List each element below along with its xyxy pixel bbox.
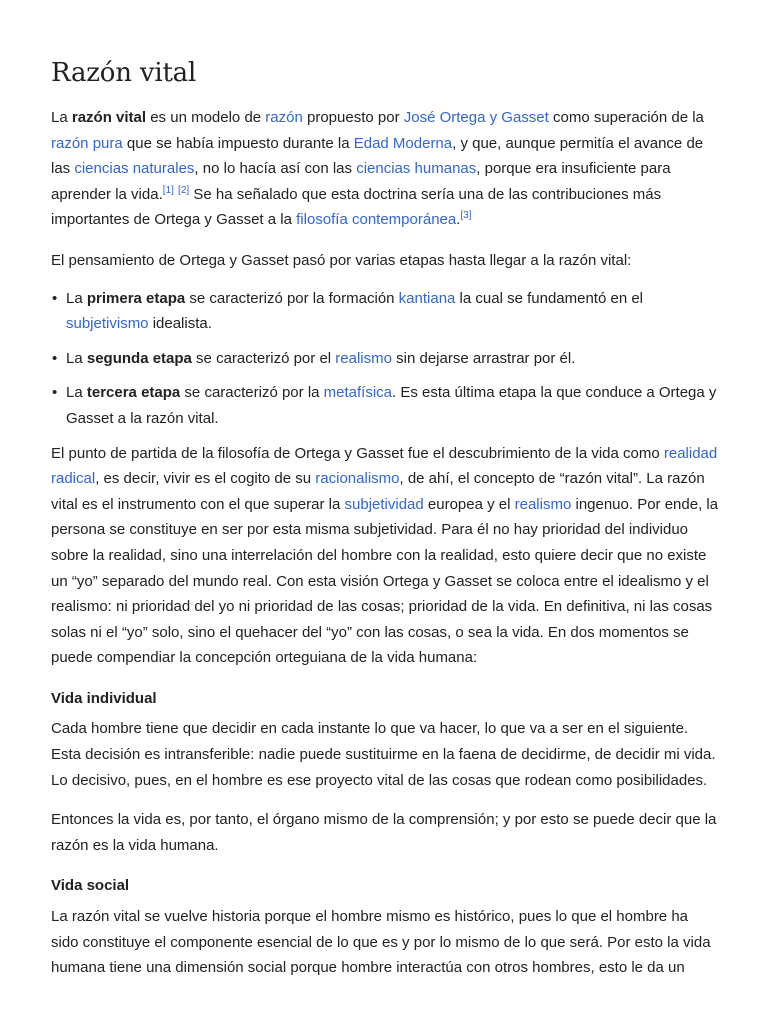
term-bold: primera etapa (86, 289, 186, 307)
text: , y que, aunque permitía el avance de las (51, 134, 704, 178)
text: El punto de partida de la filosofía de Ortega y Gasset fue el descubrimiento de la vida como (51, 444, 664, 462)
text: . (456, 211, 461, 229)
text: . Es esta última etapa la que conduce a Ortega y Gasset a la razón vital. (66, 384, 717, 427)
text: propuesto por (302, 109, 404, 126)
reference-1[interactable]: [1] (162, 184, 174, 196)
link-razon[interactable]: razón (265, 109, 303, 126)
heading-vida-social: Vida social (51, 877, 130, 895)
intro-paragraph (51, 105, 719, 233)
heading-vida-individual: Vida individual (51, 689, 157, 707)
page-title: Razón vital (51, 58, 197, 88)
text: es un modelo de (146, 109, 266, 126)
text: La (66, 289, 87, 307)
bullet-icon: • (52, 349, 58, 367)
link-racionalismo[interactable]: racionalismo (315, 470, 400, 488)
article (51, 0, 719, 995)
link-edad-moderna[interactable]: Edad Moderna (353, 134, 453, 152)
link-subjetividad[interactable]: subjetividad (344, 495, 424, 513)
link-razon-pura[interactable]: razón pura (51, 134, 123, 152)
link-kantiana[interactable]: kantiana (398, 289, 456, 307)
text: , no lo hacía así con las (194, 160, 357, 178)
term-bold: segunda etapa (86, 349, 192, 367)
text: se caracterizó por la formación (185, 289, 399, 307)
text: como superación de la (548, 109, 704, 126)
link-realismo-2[interactable]: realismo (514, 495, 572, 513)
link-realismo[interactable]: realismo (335, 349, 392, 367)
link-metafisica[interactable]: metafísica (323, 384, 393, 402)
text: ingenuo. Por ende, la persona se constituye en ser por esta misma subjetividad. Para él no hay prioridad del individuo sobre la realidad, sino una interrelación del hombre con la realidad, esto quiere decir que no existe un “yo” separado del mundo real. Con esta visión Ortega y Gasset se coloca entre el idealismo y el realismo: ni prioridad del yo ni prioridad de las cosas; prioridad de la vida. En definitiva, ni las cosas solas ni el “yo” solo, sino el quehacer del “yo” con las cosas, o sea la vida. En dos momentos se puede compendiar la concepción orteguiana de la vida humana: (51, 495, 719, 667)
bullet-icon: • (52, 384, 58, 402)
stages-list (51, 286, 719, 432)
text: la cual se fundamentó en el (455, 289, 644, 307)
bullet-icon: • (52, 289, 58, 307)
text: , es decir, vivir es el cogito de su (95, 470, 316, 488)
text: La (51, 109, 72, 126)
text: idealista. (148, 315, 212, 333)
text: La (66, 349, 87, 367)
text: se caracterizó por la (180, 384, 324, 402)
text: se caracterizó por el (191, 349, 336, 367)
reference-3[interactable]: [3] (460, 210, 472, 222)
text: , de ahí, el concepto de “razón vital”. La razón vital es el instrumento con el que superar la (51, 470, 705, 513)
text: que se había impuesto durante la (122, 134, 354, 152)
term-bold: razón vital (71, 109, 147, 126)
text: Se ha señalado que esta doctrina sería una de las contribuciones más importantes de Ortega y Gasset a la (51, 185, 662, 229)
punto-paragraph (51, 441, 719, 671)
text: , porque era insuficiente para aprender la vida. (51, 160, 671, 203)
stages-intro: El pensamiento de Ortega y Gasset pasó por varias etapas hasta llegar a la razón vital: (51, 251, 632, 269)
vida-individual-paragraph-2: Entonces la vida es, por tanto, el órgano mismo de la comprensión; y por esto se puede decir que la razón es la vida humana. (51, 811, 717, 854)
text: sin dejarse arrastrar por él. (391, 349, 576, 367)
text: La (66, 384, 87, 402)
list-item (52, 346, 719, 372)
link-subjetivismo[interactable]: subjetivismo (66, 315, 149, 333)
link-ciencias-humanas[interactable]: ciencias humanas (356, 160, 477, 178)
link-filosofia-contemporanea[interactable]: filosofía contemporánea (296, 211, 457, 229)
link-realidad-radical[interactable]: realidad radical (51, 444, 718, 488)
link-ortega[interactable]: José Ortega y Gasset (403, 109, 549, 126)
list-item (52, 380, 719, 431)
term-bold: tercera etapa (86, 384, 181, 402)
link-ciencias-naturales[interactable]: ciencias naturales (74, 160, 195, 178)
text: europea y el (423, 495, 515, 513)
vida-individual-paragraph-1: Cada hombre tiene que decidir en cada instante lo que va hacer, lo que va a ser en el siguiente. Esta decisión es intransferible: nadie puede sustituirme en la faena de decidirme, de decidir mi vida. Lo decisivo, pues, en el hombre es ese proyecto vital de las cosas que rodean como posibilidades. (51, 720, 716, 789)
reference-2[interactable]: [2] (178, 184, 190, 196)
vida-social-paragraph-1: La razón vital se vuelve historia porque el hombre mismo es histórico, pues lo que el hombre ha sido constituye el componente esencial de lo que es y por lo mismo de lo que será. Por esto la vida humana tiene una dimensión social porque hombre interactúa con otros hombres, esto le da un (51, 908, 711, 977)
list-item (52, 286, 719, 337)
